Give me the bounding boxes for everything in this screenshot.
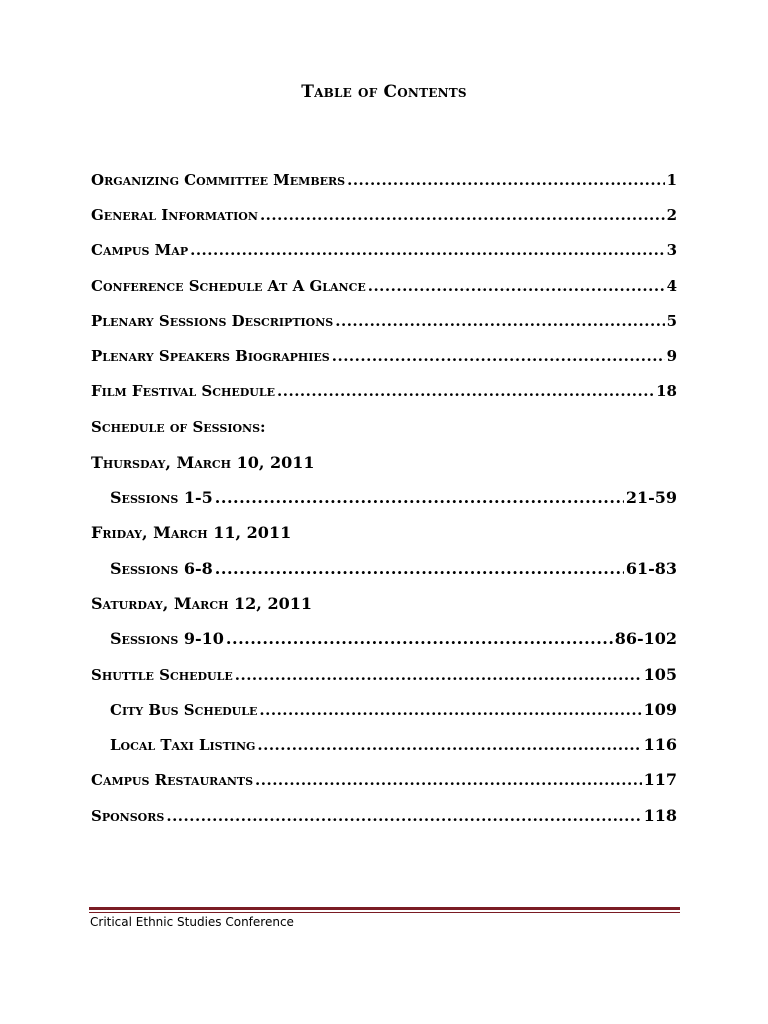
toc-entry-label: Sponsors xyxy=(91,807,165,825)
day-heading-thursday: Thursday, March 10, 2011 xyxy=(91,453,315,472)
toc-entry-campus-restaurants[interactable] xyxy=(91,770,677,796)
dot-leader xyxy=(190,241,664,259)
toc-entry-page: 117 xyxy=(643,770,677,789)
dot-leader xyxy=(235,666,642,684)
dot-leader xyxy=(215,488,624,507)
toc-entry-shuttle-schedule[interactable] xyxy=(91,665,677,691)
toc-entry-city-bus[interactable] xyxy=(110,700,677,726)
toc-entry-page: 3 xyxy=(666,241,677,259)
toc-entry-label: Conference Schedule At A Glance xyxy=(91,277,366,295)
toc-entry-page: 86-102 xyxy=(614,629,677,648)
dot-leader xyxy=(257,736,641,754)
toc-entry-label: Sessions 1-5 xyxy=(110,488,213,507)
toc-entry-label: City Bus Schedule xyxy=(110,701,258,719)
toc-entry-label: Film Festival Schedule xyxy=(91,382,276,400)
dot-leader xyxy=(335,312,664,330)
dot-leader xyxy=(166,807,641,825)
toc-entry-campus-map[interactable] xyxy=(91,241,677,267)
toc-entry-page: 2 xyxy=(666,206,677,224)
toc-entry-page: 61-83 xyxy=(625,559,677,578)
toc-entry-sessions-9-10[interactable] xyxy=(110,629,677,655)
toc-entry-label: Campus Restaurants xyxy=(91,771,254,789)
toc-entry-sponsors[interactable] xyxy=(91,806,677,832)
dot-leader xyxy=(260,206,665,224)
day-heading-saturday: Saturday, March 12, 2011 xyxy=(91,594,312,613)
page-title: Table of Contents xyxy=(301,82,467,102)
toc-entry-label: Shuttle Schedule xyxy=(91,666,233,684)
toc-entry-page: 5 xyxy=(666,312,677,330)
toc-entry-page: 18 xyxy=(656,382,677,400)
day-heading-friday: Friday, March 11, 2011 xyxy=(91,523,292,542)
toc-entry-page: 1 xyxy=(666,171,677,189)
dot-leader xyxy=(215,559,624,578)
toc-entry-label: Sessions 6-8 xyxy=(110,559,213,578)
toc-entry-sessions-6-8[interactable] xyxy=(110,559,677,585)
toc-entry-film-festival[interactable] xyxy=(91,382,677,408)
footer-text: Critical Ethnic Studies Conference xyxy=(90,915,294,929)
toc-entry-label: Organizing Committee Members xyxy=(91,171,346,189)
dot-leader xyxy=(347,171,664,189)
toc-entry-general-information[interactable] xyxy=(91,206,677,232)
toc-entry-plenary-sessions[interactable] xyxy=(91,312,677,338)
dot-leader xyxy=(255,771,642,789)
dot-leader xyxy=(332,347,665,365)
toc-entry-schedule-at-a-glance[interactable] xyxy=(91,277,677,303)
toc-entry-plenary-speakers[interactable] xyxy=(91,347,677,373)
toc-entry-page: 118 xyxy=(643,806,677,825)
footer-rule-thin xyxy=(89,912,680,913)
toc-entry-page: 116 xyxy=(643,735,677,754)
toc-entry-organizing-committee[interactable] xyxy=(91,171,677,197)
toc-entry-page: 109 xyxy=(643,700,677,719)
toc-entry-sessions-1-5[interactable] xyxy=(110,488,677,514)
toc-entry-page: 9 xyxy=(666,347,677,365)
dot-leader xyxy=(368,277,665,295)
footer-rule xyxy=(89,907,680,910)
toc-entry-local-taxi[interactable] xyxy=(110,735,677,761)
toc-entry-page: 4 xyxy=(666,277,677,295)
toc-entry-label: Sessions 9-10 xyxy=(110,629,224,648)
toc-entry-label: Plenary Sessions Descriptions xyxy=(91,312,334,330)
schedule-of-sessions-heading: Schedule of Sessions: xyxy=(91,418,266,436)
toc-entry-label: Plenary Speakers Biographies xyxy=(91,347,330,365)
toc-entry-page: 21-59 xyxy=(625,488,677,507)
dot-leader xyxy=(277,382,654,400)
dot-leader xyxy=(226,629,613,648)
toc-entry-label: Campus Map xyxy=(91,241,189,259)
toc-entry-page: 105 xyxy=(643,665,677,684)
toc-entry-label: Local Taxi Listing xyxy=(110,736,256,754)
toc-entry-label: General Information xyxy=(91,206,258,224)
dot-leader xyxy=(259,701,641,719)
